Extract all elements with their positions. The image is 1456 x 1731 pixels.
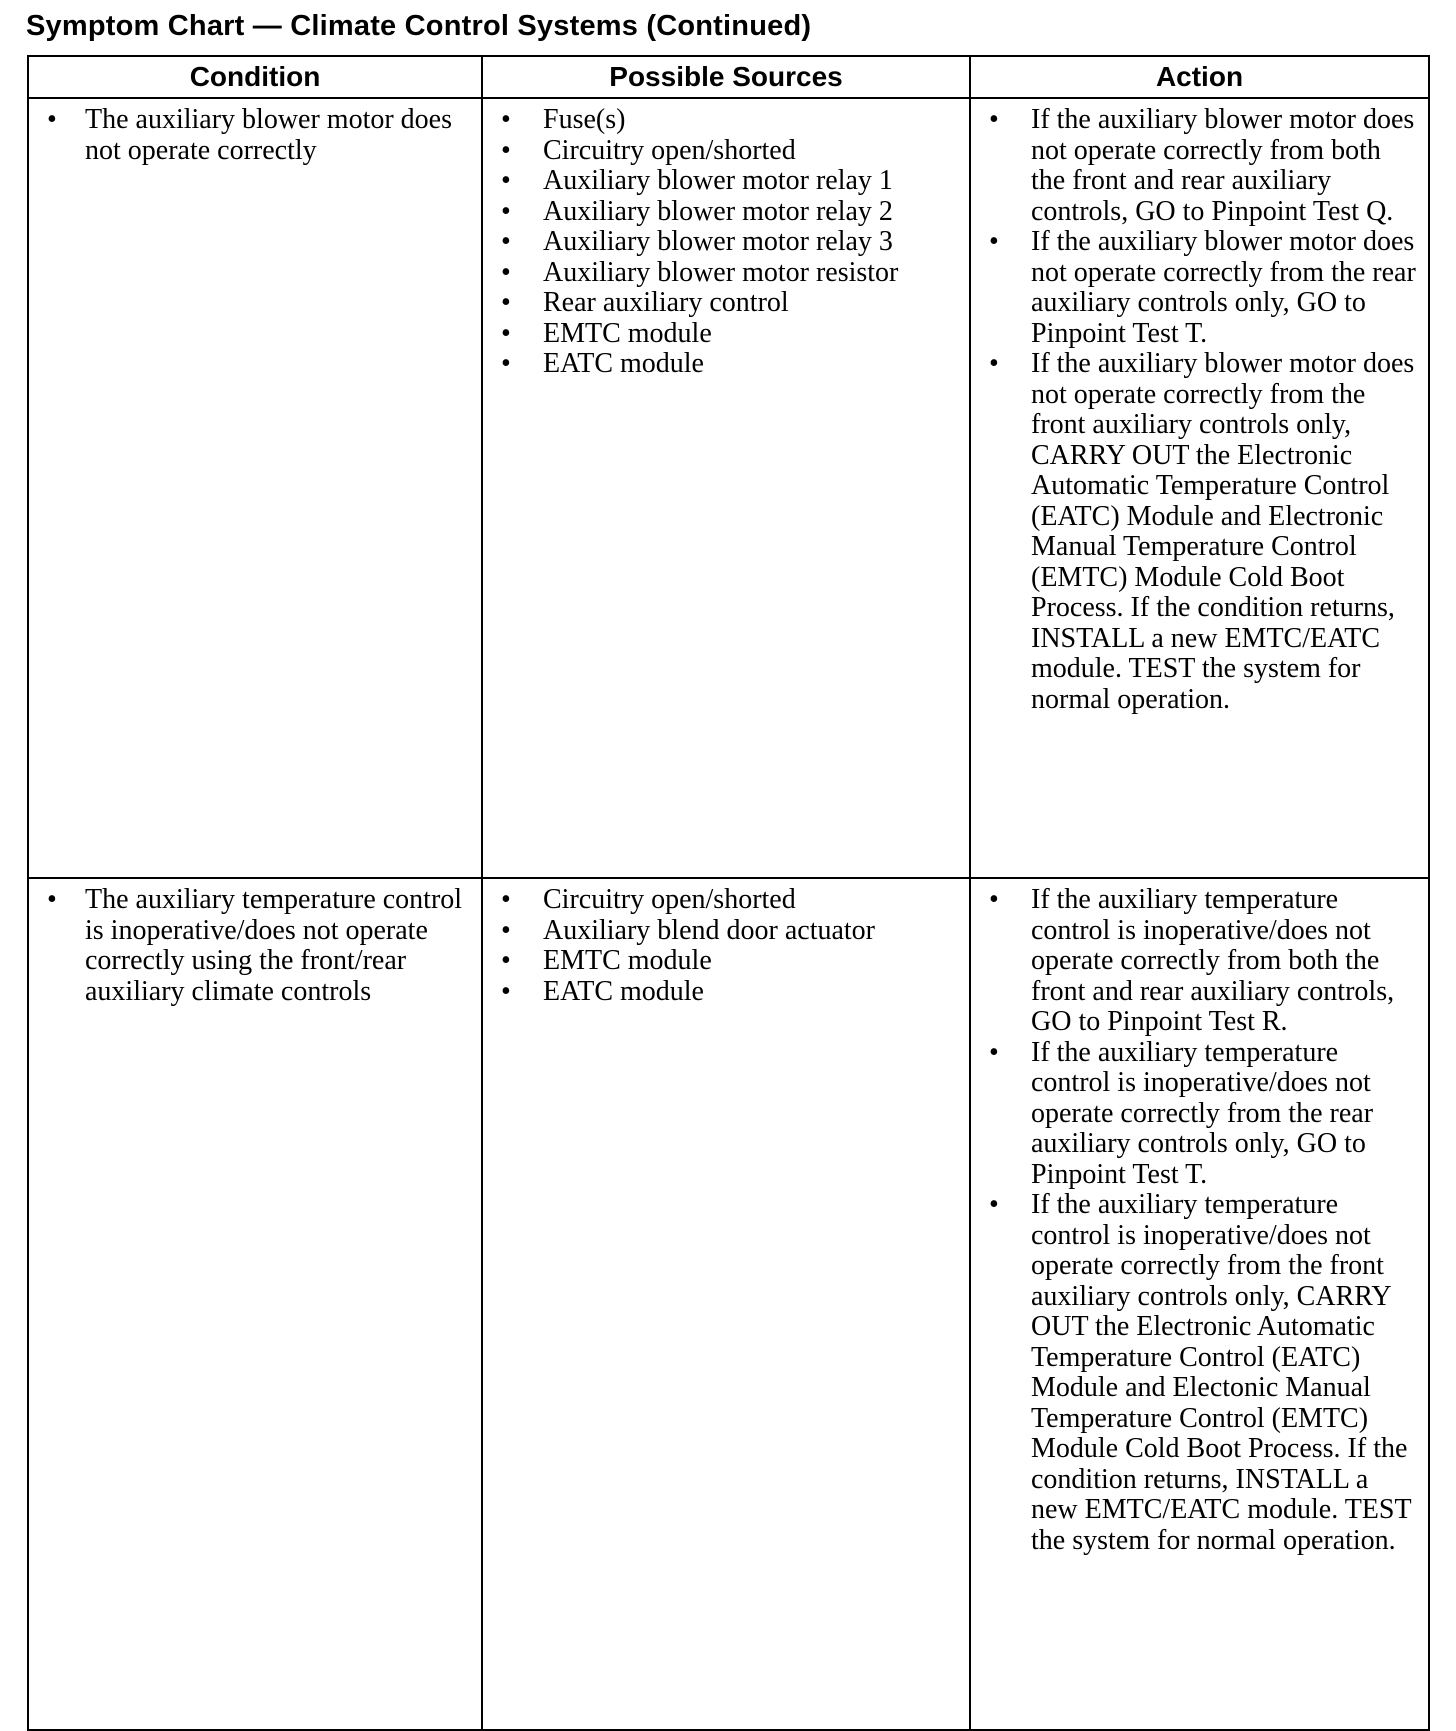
header-possible-sources: Possible Sources	[482, 56, 970, 98]
action-item: • If the auxiliary blower motor does not operate correctly from the front auxiliary controls only, CARRY OUT the Electronic Automatic Temperature Control (EATC) Module and Electronic Manual Temperature Control (EMTC) Module Cold Boot Process. If the condition returns, INSTALL a new EMTC/EATC module. TEST the system for normal operation.	[981, 349, 1418, 715]
sources-cell	[482, 98, 970, 878]
condition-list	[39, 885, 471, 1007]
source-item: • EATC module	[493, 349, 959, 380]
sources-list	[493, 105, 959, 380]
sources-cell	[482, 878, 970, 1730]
condition-item: • The auxiliary temperature control is inoperative/does not operate correctly using the front/rear auxiliary climate controls	[39, 885, 471, 1007]
page-title: Symptom Chart — Climate Control Systems (Continued)	[26, 10, 812, 42]
source-item: • EMTC module	[493, 319, 959, 350]
header-action: Action	[970, 56, 1429, 98]
table-row	[28, 878, 1429, 1730]
action-item: • If the auxiliary temperature control is inoperative/does not operate correctly from both the front and rear auxiliary controls, GO to Pinpoint Test R.	[981, 885, 1418, 1038]
source-item: • EMTC module	[493, 946, 959, 977]
action-list	[981, 105, 1418, 715]
source-item: • Circuitry open/shorted	[493, 136, 959, 167]
condition-cell	[28, 878, 482, 1730]
source-item: • Auxiliary blower motor relay 1	[493, 166, 959, 197]
action-item: • If the auxiliary blower motor does not operate correctly from the rear auxiliary controls only, GO to Pinpoint Test T.	[981, 227, 1418, 349]
action-cell	[970, 98, 1429, 878]
header-row	[28, 56, 1429, 98]
source-item: • Rear auxiliary control	[493, 288, 959, 319]
action-list	[981, 885, 1418, 1556]
source-item: • EATC module	[493, 977, 959, 1008]
action-cell	[970, 878, 1429, 1730]
condition-item: • The auxiliary blower motor does not operate correctly	[39, 105, 471, 166]
source-item: • Auxiliary blower motor resistor	[493, 258, 959, 289]
header-condition: Condition	[28, 56, 482, 98]
source-item: • Fuse(s)	[493, 105, 959, 136]
table-row	[28, 98, 1429, 878]
source-item: • Auxiliary blower motor relay 3	[493, 227, 959, 258]
symptom-chart-table	[27, 55, 1430, 1731]
action-item: • If the auxiliary temperature control is inoperative/does not operate correctly from the front auxiliary controls only, CARRY OUT the Electronic Automatic Temperature Control (EATC) Module and Electonic Manual Temperature Control (EMTC) Module Cold Boot Process. If the condition returns, INSTALL a new EMTC/EATC module. TEST the system for normal operation.	[981, 1190, 1418, 1556]
source-item: • Circuitry open/shorted	[493, 885, 959, 916]
source-item: • Auxiliary blower motor relay 2	[493, 197, 959, 228]
condition-list	[39, 105, 471, 166]
source-item: • Auxiliary blend door actuator	[493, 916, 959, 947]
sources-list	[493, 885, 959, 1007]
action-item: • If the auxiliary temperature control is inoperative/does not operate correctly from the rear auxiliary controls only, GO to Pinpoint Test T.	[981, 1038, 1418, 1191]
condition-cell	[28, 98, 482, 878]
action-item: • If the auxiliary blower motor does not operate correctly from both the front and rear auxiliary controls, GO to Pinpoint Test Q.	[981, 105, 1418, 227]
